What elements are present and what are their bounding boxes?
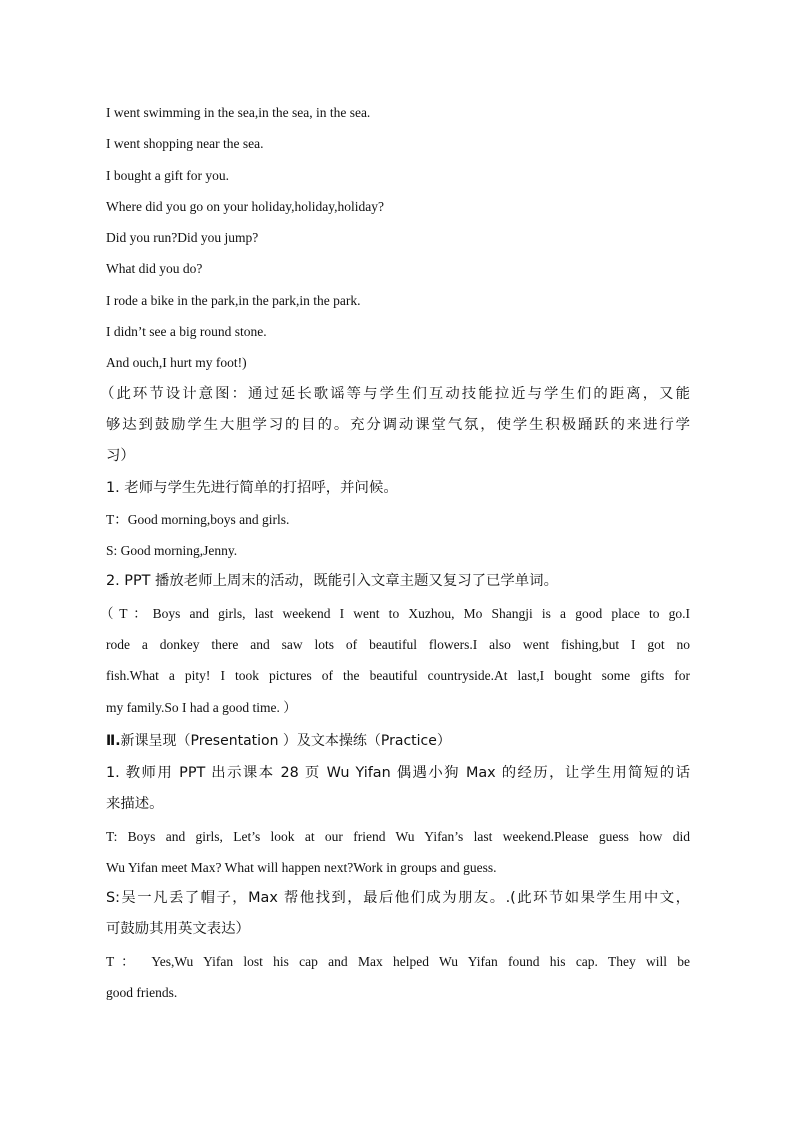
section-numeral: Ⅱ. xyxy=(106,732,121,749)
design-note-line-3: 习） xyxy=(106,448,135,465)
design-note-line-1: （此环节设计意图：通过延长歌谣等与学生们互动技能拉近与学生们的距离，又能 xyxy=(100,385,690,402)
song-line-1: I went swimming in the sea,in the sea, in the sea. xyxy=(106,105,371,120)
song-line-5: Did you run?Did you jump? xyxy=(106,230,259,246)
step-3-line-1: 1. 教师用 PPT 出示课本 28 页 Wu Yifan 偶遇小狗 Max 的经历，让学生用简短的话 xyxy=(106,764,690,781)
song-line-8: I didn’t see a big round stone. xyxy=(106,324,267,340)
song-line-4: Where did you go on your holiday,holiday,holiday? xyxy=(106,198,384,214)
section-title: 新课呈现（Presentation ）及文本操练（Practice） xyxy=(120,732,451,749)
song-line-7: I rode a bike in the park,in the park,in the park. xyxy=(106,292,361,308)
teacher-question-line-1: T: Boys and girls, Let’s look at our friend Wu Yifan’s last weekend.Please guess how did xyxy=(106,828,690,844)
teacher-question xyxy=(106,821,690,884)
student-answer-line-1: S:吴一凡丢了帽子，Max 帮他找到，最后他们成为朋友。.(此环节如果学生用中文， xyxy=(106,890,690,907)
student-greeting: S: Good morning,Jenny. xyxy=(106,543,238,559)
song-line-2: I went shopping near the sea. xyxy=(106,136,264,152)
song-line-9: And ouch,I hurt my foot!) xyxy=(106,355,247,371)
teacher-greeting: T：Good morning,boys and girls. xyxy=(106,511,290,527)
design-note-line-2: 够达到鼓励学生大胆学习的目的。充分调动课堂气氛，使学生积极踊跃的来进行学 xyxy=(106,416,690,433)
teacher-question-line-2: Wu Yifan meet Max? What will happen next?Work in groups and guess. xyxy=(106,859,497,875)
student-answer xyxy=(106,883,690,946)
section-heading xyxy=(106,725,690,758)
song-lyrics xyxy=(106,97,690,379)
teacher-weekend-story xyxy=(100,598,690,723)
step-3-presentation xyxy=(106,758,690,821)
weekend-line-1: （T：Boys and girls, last weekend I went to Xuzhou, Mo Shangji is a good place to go.I xyxy=(100,605,690,621)
teacher-answer-line-1: T： Yes,Wu Yifan lost his cap and Max helped Wu Yifan found his cap. They will be xyxy=(106,953,690,969)
design-note xyxy=(100,379,690,473)
teacher-answer xyxy=(106,946,690,1009)
step-3-line-2: 来描述。 xyxy=(106,796,164,813)
teacher-answer-line-2: good friends. xyxy=(106,985,178,1001)
weekend-line-2: rode a donkey there and saw lots of beautiful flowers.I also went fishing,but I got no xyxy=(106,637,690,653)
song-line-3: I bought a gift for you. xyxy=(106,167,229,183)
step-2-ppt: 2. PPT 播放老师上周末的活动，既能引入文章主题又复习了已学单词。 xyxy=(106,573,558,590)
weekend-line-4: my family.So I had a good time. ） xyxy=(106,699,297,715)
student-answer-line-2: 可鼓励其用英文表达） xyxy=(106,921,250,938)
step-1-greeting: 1. 老师与学生先进行简单的打招呼，并问候。 xyxy=(106,479,398,496)
weekend-line-3: fish.What a pity! I took pictures of the beautiful countryside.At last,I bought some gifts for xyxy=(106,668,690,684)
document-page xyxy=(100,97,690,1008)
song-line-6: What did you do? xyxy=(106,261,203,277)
